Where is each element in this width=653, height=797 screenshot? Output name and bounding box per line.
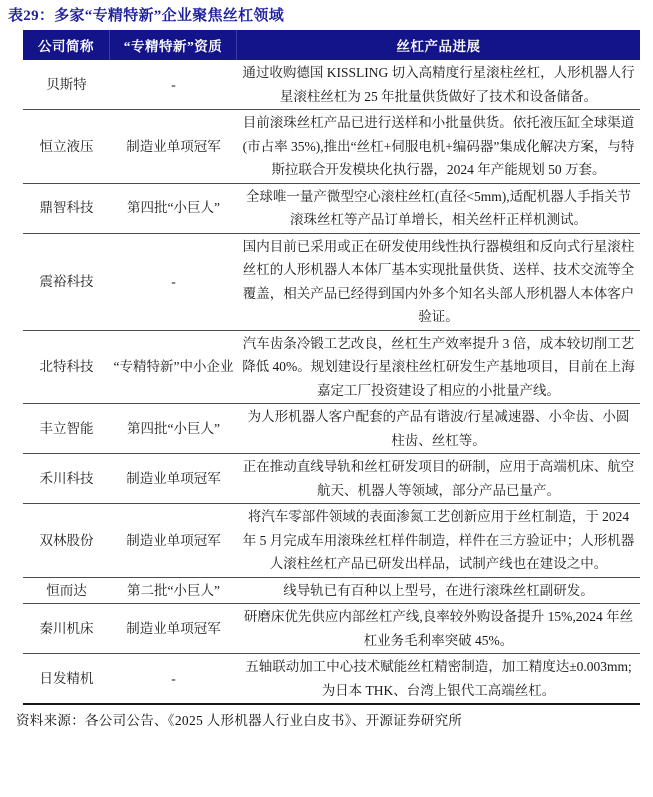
table-row	[23, 403, 640, 453]
progress-cell: 为人形机器人客户配套的产品有谐波/行星减速器、小伞齿、小圆柱齿、丝杠等。	[247, 409, 630, 448]
screw-companies-table	[23, 30, 640, 705]
header-qualification: “专精特新”资质	[110, 30, 237, 60]
progress-cell: 五轴联动加工中心技术赋能丝杠精密制造，加工精度达±0.003mm;为日本 THK、台湾上银代工高端丝杠。	[245, 659, 632, 698]
table-row	[23, 453, 640, 503]
progress-cell: 目前滚珠丝杠产品已进行送样和小批量供货。依托液压缸全球渠道(市占率 35%),推出“丝杠+伺服电机+编码器”集成化解决方案，与特斯拉联合开发模块化执行器，2024 年产能规划 50 万套。	[242, 115, 635, 177]
company-cell: 鼎智科技	[39, 200, 94, 216]
progress-cell: 研磨床优先供应内部丝杠产线,良率较外购设备提升 15%,2024 年丝杠业务毛利率突破 45%。	[243, 609, 634, 648]
qualification-cell: -	[171, 76, 176, 92]
qualification-cell: 制造业单项冠军	[126, 532, 221, 548]
page-title: 表29：多家“专精特新”企业聚焦丝杠领域	[8, 8, 285, 24]
qualification-cell: 第四批“小巨人”	[127, 420, 220, 436]
table-row	[23, 330, 640, 404]
progress-cell: 通过收购德国 KISSLING 切入高精度行星滚柱丝杠，人形机器人行星滚柱丝杠为 25 年批量供货做好了技术和设备储备。	[242, 65, 635, 104]
company-cell: 恒立液压	[39, 138, 94, 154]
company-cell: 恒而达	[46, 582, 87, 598]
table-body	[23, 60, 640, 703]
header-progress: 丝杠产品进展	[396, 39, 481, 54]
qualification-cell: -	[171, 273, 176, 289]
table-row	[23, 109, 640, 183]
progress-cell: 正在推动直线导轨和丝杠研发项目的研制，应用于高端机床、航空航天、机器人等领域，部分产品已量产。	[242, 459, 635, 498]
table-row	[23, 183, 640, 233]
table-row	[23, 503, 640, 577]
company-cell: 秦川机床	[39, 620, 94, 636]
table-row	[23, 233, 640, 330]
table-row	[23, 653, 640, 703]
table-row	[23, 577, 640, 604]
company-cell: 丰立智能	[39, 420, 94, 436]
qualification-cell: “专精特新”中小企业	[113, 359, 234, 374]
qualification-cell: 第四批“小巨人”	[127, 200, 220, 216]
qualification-cell: 第二批“小巨人”	[127, 582, 220, 598]
company-cell: 日发精机	[39, 670, 94, 686]
company-cell: 贝斯特	[46, 76, 87, 92]
progress-cell: 将汽车零部件领域的表面渗氮工艺创新应用于丝杠制造，于 2024 年 5 月完成车用滚珠丝杠样件制造，样件在三方验证中；人形机器人滚柱丝杠产品已研发出样品，试制产线也在建设之中。	[242, 509, 635, 571]
progress-cell: 线导轨已有百种以上型号，在进行滚珠丝杠副研发。	[283, 582, 594, 598]
table-row	[23, 60, 640, 109]
table-header-row	[23, 30, 640, 60]
qualification-cell: 制造业单项冠军	[126, 470, 221, 486]
company-cell: 震裕科技	[39, 273, 94, 289]
header-company: 公司简称	[23, 30, 110, 60]
qualification-cell: 制造业单项冠军	[126, 620, 221, 636]
company-cell: 双林股份	[39, 532, 94, 548]
company-cell: 北特科技	[39, 359, 94, 374]
progress-cell: 国内目前已采用或正在研发使用线性执行器模组和反向式行星滚柱丝杠的人形机器人本体厂基本实现批量供货、送样、技术交流等全覆盖，相关产品已经得到国内外多个知名头部人形机器人本体客户验证。	[242, 238, 635, 324]
qualification-cell: 制造业单项冠军	[126, 138, 221, 154]
source-note: 资料来源：各公司公告、《2025 人形机器人行业白皮书》、开源证券研究所	[16, 713, 463, 728]
progress-cell: 汽车齿条冷锻工艺改良，丝杠生产效率提升 3 倍，成本较切削工艺降低 40%。规划建设行星滚柱丝杠研发生产基地项目，目前在上海嘉定工厂投资建设了相应的小批量产线。	[242, 335, 635, 398]
table-row	[23, 603, 640, 653]
progress-cell: 全球唯一量产微型空心滚柱丝杠(直径<5mm),适配机器人手指关节滚珠丝杠等产品订单增长，相关丝杆正样机测试。	[245, 188, 632, 227]
company-cell: 禾川科技	[39, 470, 94, 486]
qualification-cell: -	[171, 670, 176, 686]
